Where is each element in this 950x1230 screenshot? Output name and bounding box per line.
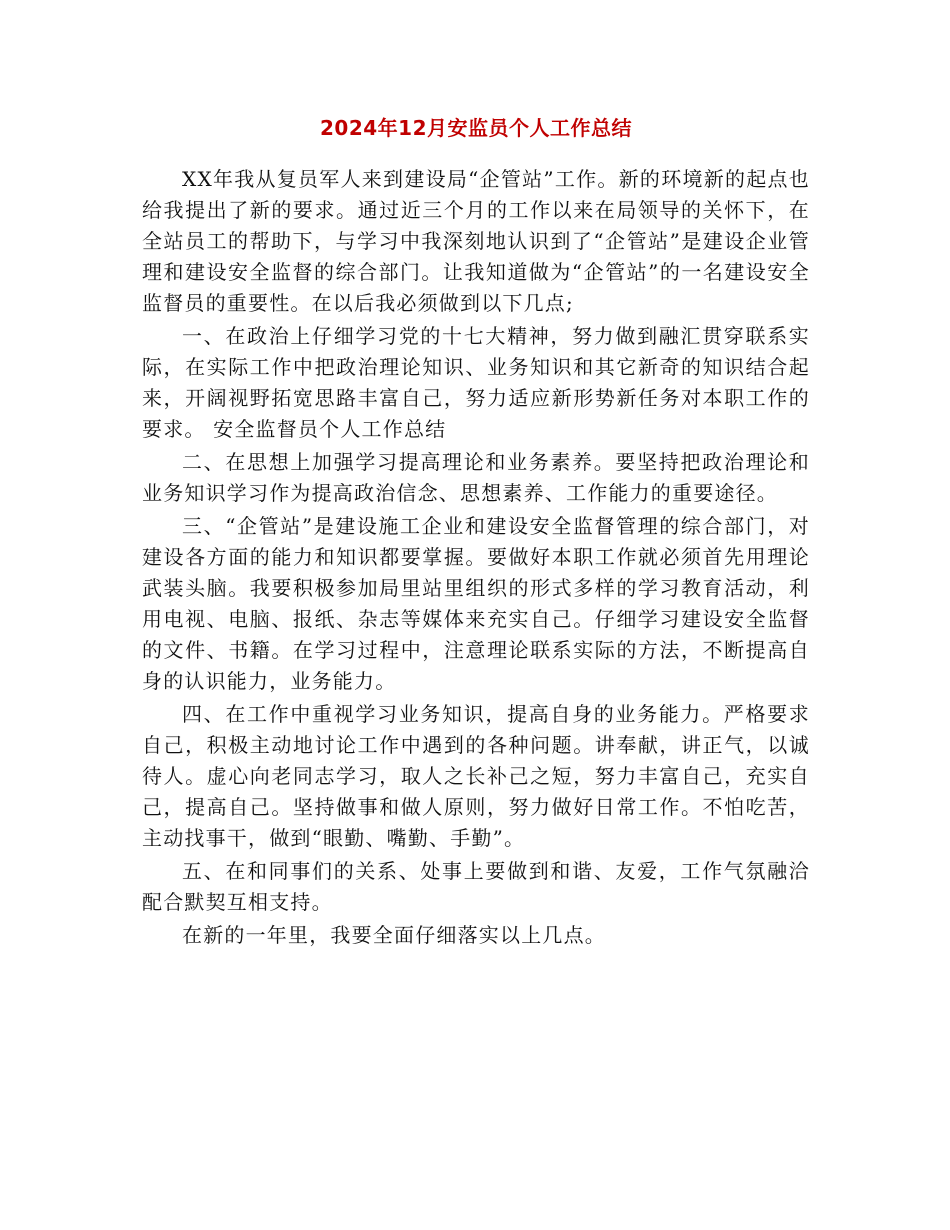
paragraph-point-2: 二、在思想上加强学习提高理论和业务素养。要坚持把政治理论和业务知识学习作为提高政治信念、思想素养、工作能力的重要途径。: [142, 450, 810, 505]
paragraph-point-3: 三、“企管站”是建设施工企业和建设安全监督管理的综合部门，对建设各方面的能力和知识都要掌握。要做好本职工作就必须首先用理论武装头脑。我要积极参加局里站里组织的形式多样的学习教育活动，利用电视、电脑、报纸、杂志等媒体来充实自己。仔细学习建设安全监督的文件、书籍。在学习过程中，注意理论联系实际的方法，不断提高自身的认识能力，业务能力。: [142, 514, 810, 693]
document-page: [142, 112, 810, 953]
paragraph-point-5: 五、在和同事们的关系、处事上要做到和谐、友爱，工作气氛融洽配合默契互相支持。: [142, 859, 810, 914]
paragraph-point-1: 一、在政治上仔细学习党的十七大精神，努力做到融汇贯穿联系实际，在实际工作中把政治理论知识、业务知识和其它新奇的知识结合起来，开阔视野拓宽思路丰富自己，努力适应新形势新任务对本职工作的要求。 安全监督员个人工作总结: [142, 324, 810, 441]
paragraph-conclusion: 在新的一年里，我要全面仔细落实以上几点。: [182, 923, 606, 947]
paragraph-intro: XX年我从复员军人来到建设局“企管站”工作。新的环境新的起点也给我提出了新的要求。通过近三个月的工作以来在局领导的关怀下，在全站员工的帮助下，与学习中我深刻地认识到了“企管站”是建设企业管理和建设安全监督的综合部门。让我知道做为“企管站”的一名建设安全监督员的重要性。在以后我必须做到以下几点;: [142, 167, 810, 315]
paragraph-point-4: 四、在工作中重视学习业务知识，提高自身的业务能力。严格要求自己，积极主动地讨论工作中遇到的各种问题。讲奉献，讲正气，以诚待人。虚心向老同志学习，取人之长补己之短，努力丰富自己，充实自己，提高自己。坚持做事和做人原则，努力做好日常工作。不怕吃苦，主动找事干，做到“眼勤、嘴勤、手勤”。: [142, 702, 810, 850]
document-title: 2024年12月安监员个人工作总结: [320, 116, 632, 140]
